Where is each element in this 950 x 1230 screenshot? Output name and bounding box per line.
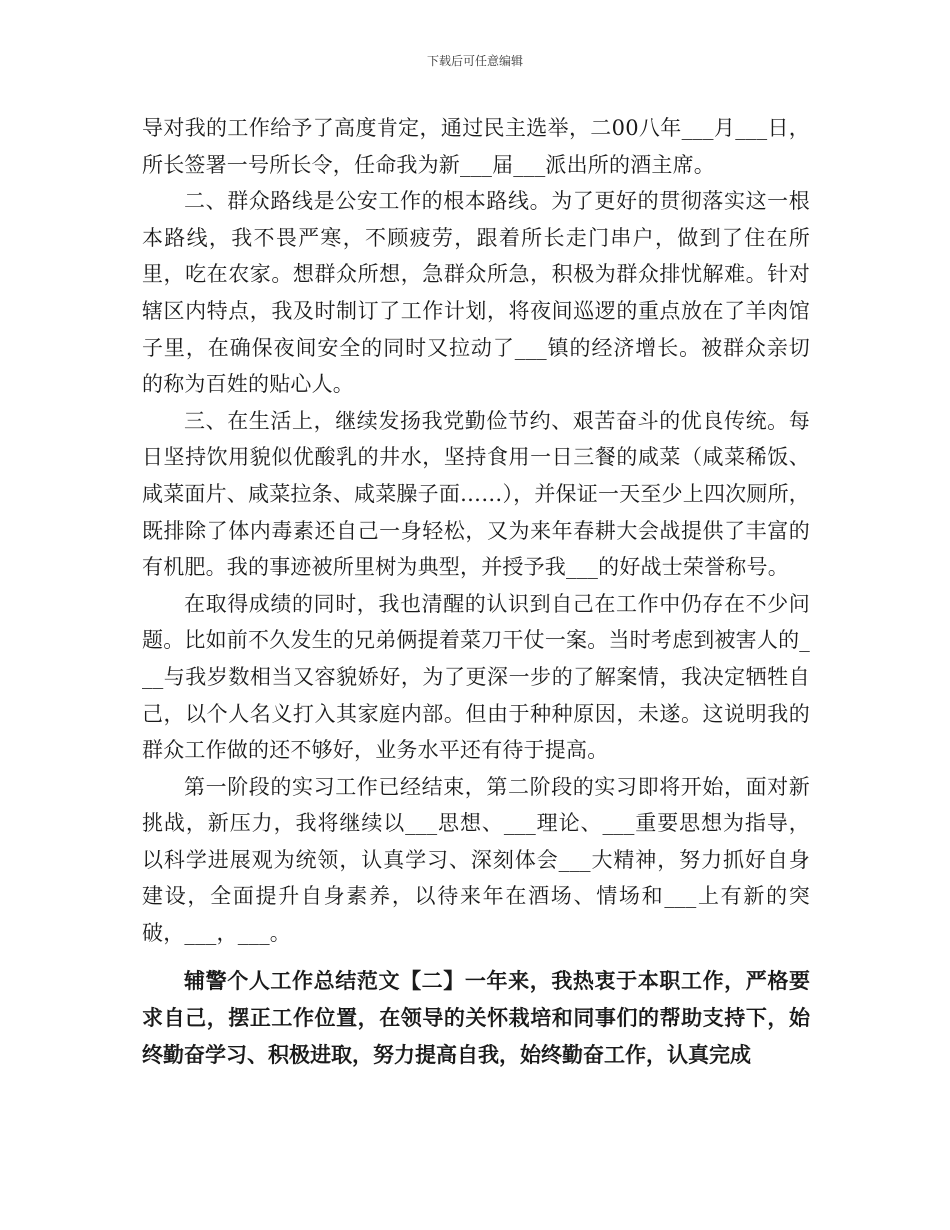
paragraph-mass-line: 二、群众路线是公安工作的根本路线。为了更好的贯彻落实这一根本路线，我不畏严寒，不顾疲劳，跟着所长走门串户，做到了住在所里，吃在农家。想群众所想，急群众所急，积极为群众排忧解难。针对辖区内特点，我及时制订了工作计划，将夜间巡逻的重点放在了羊肉馆子里，在确保夜间安全的同时又拉动了___镇的经济增长。被群众亲切的称为百姓的贴心人。 [142, 189, 810, 397]
paragraph-continuation: 导对我的工作给予了高度肯定，通过民主选举，二00八年___月___日，所长签署一号所长令，任命我为新___届___派出所的酒主席。 [142, 116, 810, 177]
paragraph-sample-two-heading: 辅警个人工作总结范文【二】一年来，我热衷于本职工作，严格要求自己，摆正工作位置，在领导的关怀栽培和同事们的帮助支持下，始终勤奋学习、积极进取，努力提高自我，始终勤奋工作，认真完成 [142, 967, 810, 1067]
paragraph-problems: 在取得成绩的同时，我也清醒的认识到自己在工作中仍存在不少问题。比如前不久发生的兄弟俩提着菜刀干仗一案。当时考虑到被害人的___与我岁数相当又容貌娇好，为了更深一步的了解案情，我决定牺牲自己，以个人名义打入其家庭内部。但由于种种原因，未遂。这说明我的群众工作做的还不够好，业务水平还有待于提高。 [142, 591, 810, 763]
page-header: 下载后可任意编辑 [426, 54, 523, 68]
paragraph-daily-life: 三、在生活上，继续发扬我党勤俭节约、艰苦奋斗的优良传统。每日坚持饮用貌似优酸乳的井水，坚持食用一日三餐的咸菜（咸菜稀饭、咸菜面片、咸菜拉条、咸菜臊子面……），并保证一天至少上四次厕所，既排除了体内毒素还自己一身轻松，又为来年春耕大会战提供了丰富的有机肥。我的事迹被所里树为典型，并授予我___的好战士荣誉称号。 [142, 408, 810, 580]
paragraph-next-stage: 第一阶段的实习工作已经结束，第二阶段的实习即将开始，面对新挑战，新压力，我将继续以___思想、___理论、___重要思想为指导，以科学进展观为统领，认真学习、深刻体会___大精神，努力抓好自身建设，全面提升自身素养，以待来年在酒场、情场和___上有新的突破，___，___。 [142, 774, 810, 946]
document-body [142, 110, 810, 1094]
